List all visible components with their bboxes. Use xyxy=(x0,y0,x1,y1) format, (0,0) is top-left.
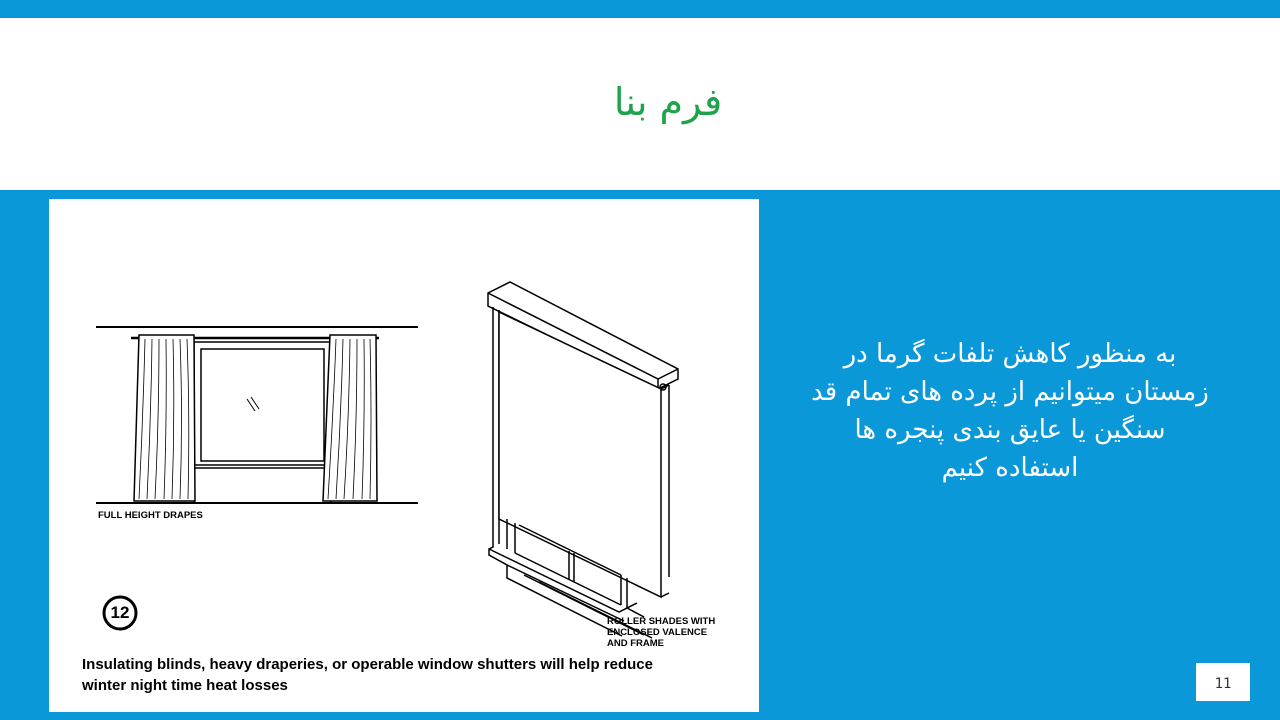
body-line-1: به منظور کاهش تلفات گرما در xyxy=(843,339,1177,369)
drapes-drawing xyxy=(96,327,418,503)
body-text xyxy=(790,335,1230,487)
roller-shade-drawing xyxy=(488,282,678,638)
page-number: 11 xyxy=(1196,663,1250,701)
shades-label-line-1: ROLLER SHADES WITH xyxy=(607,616,716,627)
body-line-4: استفاده کنیم xyxy=(941,453,1079,483)
body-line-2: زمستان میتوانیم از پرده های تمام قد xyxy=(811,377,1209,407)
slide-title: فرم بنا xyxy=(613,80,723,124)
figure-number: 12 xyxy=(110,603,130,622)
shades-label-line-2: ENCLOSED VALENCE xyxy=(607,627,708,638)
shades-label-line-3: AND FRAME xyxy=(607,638,664,649)
body-line-3: سنگین یا عایق بندی پنجره ها xyxy=(854,415,1166,445)
figure-caption-line-2: winter night time heat losses xyxy=(82,677,288,694)
drapes-label: FULL HEIGHT DRAPES xyxy=(98,510,203,521)
figure-caption-line-1: Insulating blinds, heavy draperies, or operable window shutters will help reduce xyxy=(82,656,653,673)
top-accent-bar xyxy=(0,0,1280,18)
figure-panel xyxy=(49,199,759,712)
